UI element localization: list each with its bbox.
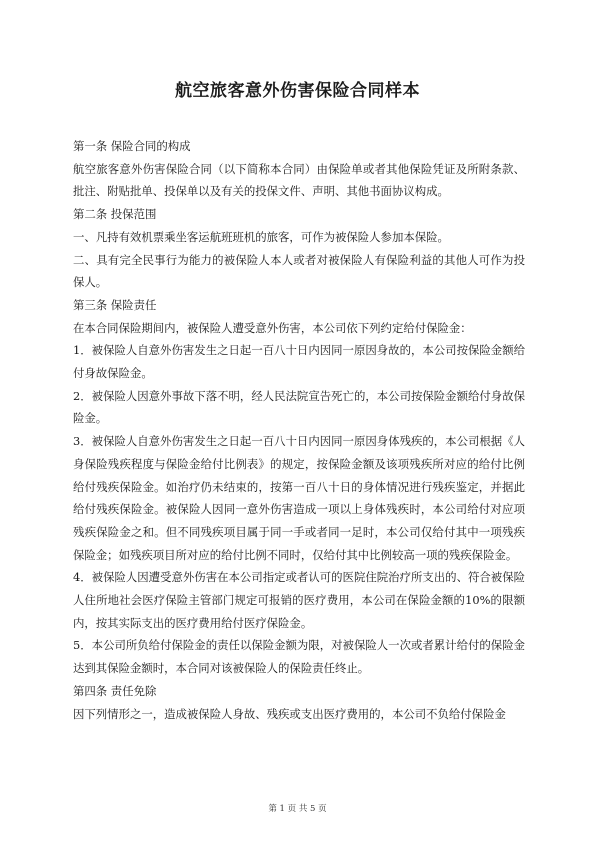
- article-3-intro: 在本合同保险期间内，被保险人遭受意外伤害，本公司依下列约定给付保险金：: [73, 320, 472, 335]
- article-3-item-5: 5．本公司所负给付保险金的责任以保险金额为限，对被保险人一次或者累计给付的保险金达到其保险金额时，本合同对该被保险人的保险责任终止。: [73, 638, 525, 676]
- document-title: 航空旅客意外伤害保险合同样本: [175, 81, 420, 101]
- article-3-item-4: 4．被保险人因遭受意外伤害在本公司指定或者认可的医院住院治疗所支出的、符合被保险人住所地社会医疗保险主管部门规定可报销的医疗费用，本公司在保险金额的10%的限额内，按其实际支出的医疗费用给付医疗保险金。: [73, 570, 525, 630]
- page-number-footer: 第 1 页 共 5 页: [268, 804, 327, 814]
- article-1-heading: 第一条 保险合同的构成: [73, 139, 191, 153]
- article-2-heading: 第二条 投保范围: [73, 207, 157, 222]
- article-4-text: 因下列情形之一，造成被保险人身故、残疾或支出医疗费用的，本公司不负给付保险金: [73, 706, 506, 721]
- article-3-heading: 第三条 保险责任: [73, 297, 157, 312]
- document-body: [73, 135, 525, 725]
- article-4-heading: 第四条 责任免除: [73, 683, 157, 698]
- article-1-text: 航空旅客意外伤害保险合同（以下简称本合同）由保险单或者其他保险凭证及所附条款、批注、附贴批单、投保单以及有关的投保文件、声明、其他书面协议构成。: [73, 161, 525, 199]
- article-3-item-3: 3．被保险人自意外伤害发生之日起一百八十日内因同一原因身体残疾的，本公司根据《人身保险残疾程度与保险金给付比例表》的规定，按保险金额及该项残疾所对应的给付比例给付残疾保险金。如治疗仍未结束的，按第一百八十日的身体情况进行残疾鉴定，并据此给付残疾保险金。被保险人因同一意外伤害造成一项以上身体残疾时，本公司给付对应项残疾保险金之和。但不同残疾项目属于同一手或者同一足时，本公司仅给付其中一项残疾保险金；如残疾项目所对应的给付比例不同时，仅给付其中比例较高一项的残疾保险金。: [73, 434, 525, 562]
- article-3-item-1: 1．被保险人自意外伤害发生之日起一百八十日内因同一原因身故的，本公司按保险金额给付身故保险金。: [73, 343, 525, 381]
- article-2-item-2: 二、具有完全民事行为能力的被保险人本人或者对被保险人有保险利益的其他人可作为投保人。: [73, 252, 525, 290]
- article-3-item-2: 2．被保险人因意外事故下落不明，经人民法院宣告死亡的，本公司按保险金额给付身故保险金。: [73, 388, 525, 426]
- article-2-item-1: 一、凡持有效机票乘坐客运航班班机的旅客，可作为被保险人参加本保险。: [73, 229, 449, 244]
